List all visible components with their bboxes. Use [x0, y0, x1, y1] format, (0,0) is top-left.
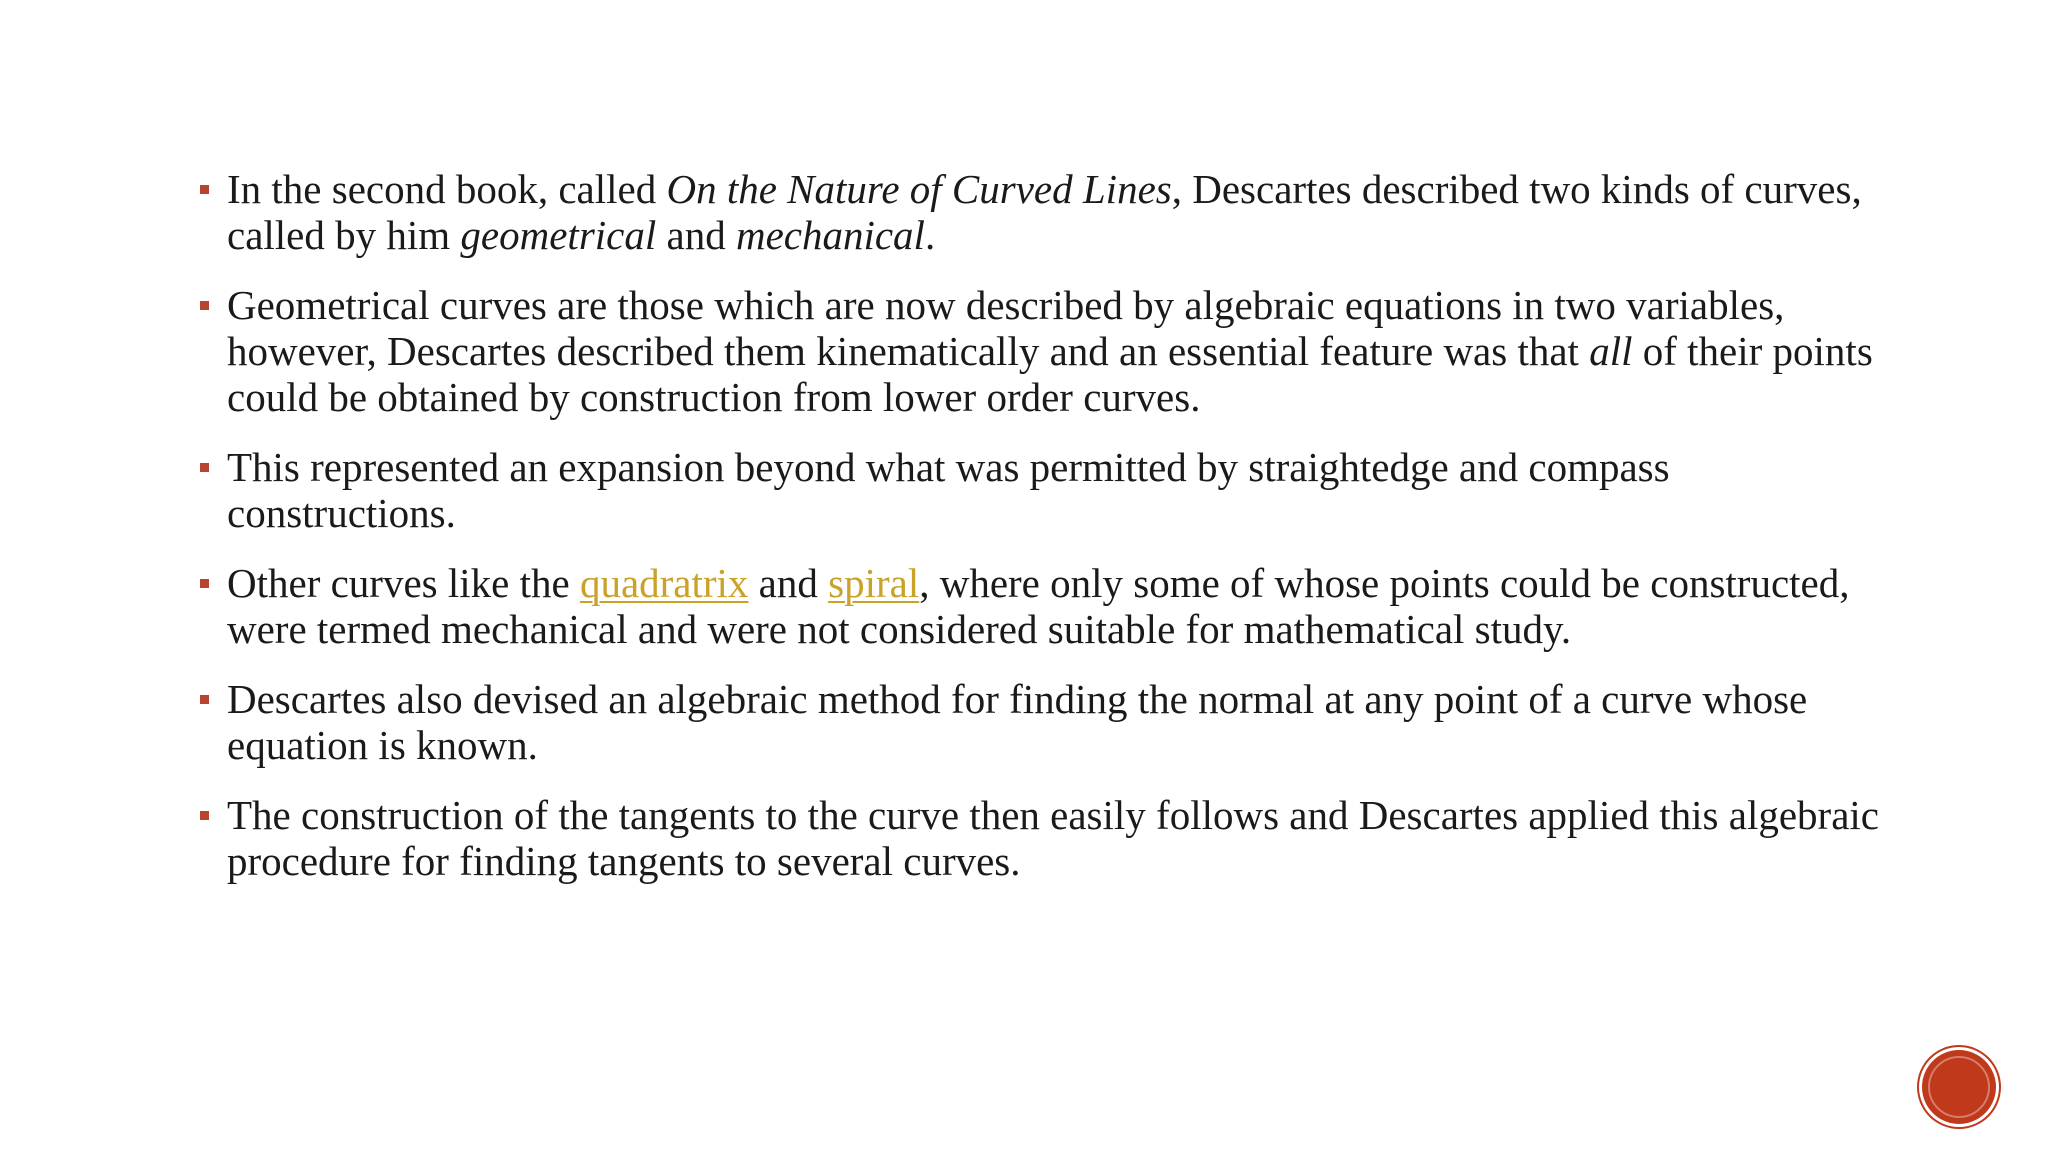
bullet-text: , Descartes described two kinds of curves, called by him: [227, 166, 1862, 258]
bullet-item: [196, 560, 1886, 652]
italic-text: mechanical: [735, 212, 925, 258]
bullet-item: [196, 792, 1886, 884]
bullet-text: In the second book, called: [227, 166, 667, 212]
square-bullet-icon: [200, 811, 209, 820]
bullet-text: Geometrical curves are those which are now described by algebraic equations in two variables, however, Descartes described them kinematically and an essential feature was that: [227, 282, 1785, 374]
link-spiral[interactable]: spiral: [828, 560, 920, 606]
square-bullet-icon: [200, 579, 209, 588]
bullet-item: [196, 676, 1886, 768]
slide-nav-button[interactable]: [1922, 1050, 1996, 1124]
square-bullet-icon: [200, 301, 209, 310]
bullet-item: [196, 444, 1886, 536]
link-quadratrix[interactable]: quadratrix: [579, 560, 749, 606]
italic-text: On the Nature of Curved Lines: [666, 166, 1172, 212]
bullet-text: .: [924, 212, 936, 258]
bullet-text: of their points could be obtained by construction from lower order curves.: [227, 328, 1873, 420]
bullet-text: and: [656, 212, 736, 258]
bullet-item: [196, 282, 1886, 420]
bullet-item: [196, 166, 1886, 258]
bullet-text: Other curves like the: [227, 560, 580, 606]
bullet-text: , where only some of whose points could be constructed, were termed mechanical and were not considered suitable for mathematical study.: [227, 560, 1850, 652]
bullet-text: This represented an expansion beyond what was permitted by straightedge and compass constructions.: [227, 444, 1670, 536]
bullet-text: Descartes also devised an algebraic method for finding the normal at any point of a curve whose equation is known.: [227, 676, 1808, 768]
italic-text: all: [1589, 328, 1633, 374]
square-bullet-icon: [200, 695, 209, 704]
bullet-text: and: [748, 560, 829, 606]
square-bullet-icon: [200, 185, 209, 194]
bullet-list: [196, 166, 1886, 908]
italic-text: geometrical: [460, 212, 657, 258]
square-bullet-icon: [200, 463, 209, 472]
bullet-text: The construction of the tangents to the curve then easily follows and Descartes applied this algebraic procedure for finding tangents to several curves.: [227, 792, 1879, 884]
